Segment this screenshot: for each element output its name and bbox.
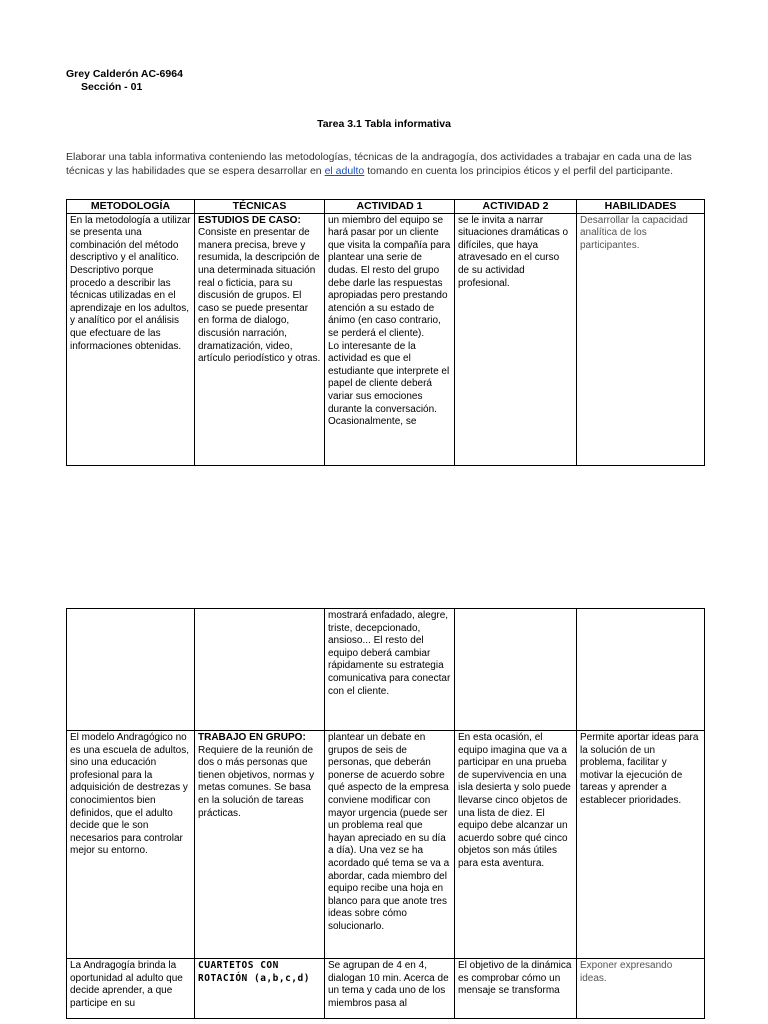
info-table-part-1 <box>66 199 705 466</box>
header-metodologia: METODOLOGÍA <box>67 200 195 214</box>
cell-actividad-2-empty <box>455 609 577 731</box>
intro-text-end: tomando en cuenta los principios éticos y el perfil del participante. <box>364 164 674 177</box>
cell-actividad-2: El objetivo de la dinámica es comprobar cómo un mensaje se transforma <box>455 959 577 1019</box>
intro-text-start: Elaborar una tabla informativa conteniendo las metodologías, técnicas de la andragogía, dos actividades a trabajar en cada una de las técnicas y las habilidades que se espera desarrollar en <box>66 151 692 177</box>
adult-link[interactable]: el adulto <box>324 164 365 177</box>
cell-metodologia: El modelo Andragógico no es una escuela de adultos, sino una educación profesional para la adquisición de destrezas y conocimientos bien definidos, que el adulto decide que le son necesarios para controlar mejor su entorno. <box>67 731 195 959</box>
table-row <box>67 609 705 731</box>
tecnica-description: Requiere de la reunión de dos o más personas que tienen objetivos, normas y metas comunes. Se basa en la solución de tareas prácticas. <box>198 744 315 819</box>
header-actividad-1: ACTIVIDAD 1 <box>325 200 455 214</box>
table-header-row <box>67 200 705 214</box>
cell-metodologia: En la metodología a utilizar se presenta una combinación del método descriptivo y el analítico. Descriptivo porque procedo a describir las técnicas utilizadas en el aprendizaje en los adultos, y analítico por el análisis que efectuare de las informaciones obtenidas. <box>67 213 195 465</box>
actividad-1-part-a: un miembro del equipo se hará pasar por un cliente que visita la compañía para plantear una serie de dudas. El resto del grupo debe darle las respuestas apropiadas pero prestando atención a su estado de ánimo (en caso contrario, se perderá el cliente). <box>328 214 451 339</box>
author-name: Grey Calderón AC-6964 <box>66 68 183 80</box>
cell-tecnica <box>195 213 325 465</box>
cell-metodologia-empty <box>67 609 195 731</box>
header-actividad-2: ACTIVIDAD 2 <box>455 200 577 214</box>
cell-habilidades: Permite aportar ideas para la solución de un problema, facilitar y motivar la ejecución de tareas y aprender a establecer prioridades. <box>577 731 705 959</box>
cell-actividad-1: Se agrupan de 4 en 4, dialogan 10 min. Acerca de un tema y cada uno de los miembros pasa al <box>325 959 455 1019</box>
cell-tecnica-empty <box>195 609 325 731</box>
author-block <box>66 68 183 94</box>
section-label: Sección - 01 <box>81 81 143 93</box>
cell-actividad-2: En esta ocasión, el equipo imagina que va a participar en una prueba de supervivencia en una isla desierta y solo puede llevarse cinco objetos de una lista de diez. El equipo debe alcanzar un acuerdo sobre qué cinco objetos son más útiles para esta aventura. <box>455 731 577 959</box>
cell-tecnica <box>195 959 325 1019</box>
cell-habilidades: Desarrollar la capacidad analítica de los participantes. <box>577 213 705 465</box>
cell-actividad-2: se le invita a narrar situaciones dramáticas o difíciles, que haya atravesado en el curso de su actividad profesional. <box>455 213 577 465</box>
header-habilidades: HABILIDADES <box>577 200 705 214</box>
cell-actividad-1: mostrará enfadado, alegre, triste, decepcionado, ansioso... El resto del equipo deberá cambiar rápidamente su estrategia comunicativa para conectar con el cliente. <box>325 609 455 731</box>
cell-tecnica <box>195 731 325 959</box>
tecnica-title: TRABAJO EN GRUPO: <box>198 732 306 743</box>
document-title: Tarea 3.1 Tabla informativa <box>317 118 451 130</box>
cell-actividad-1 <box>325 213 455 465</box>
header-tecnicas: TÉCNICAS <box>195 200 325 214</box>
cell-habilidades-empty <box>577 609 705 731</box>
cell-habilidades: Exponer expresando ideas. <box>577 959 705 1019</box>
tecnica-title: ESTUDIOS DE CASO: <box>198 214 301 226</box>
cell-actividad-1: plantear un debate en grupos de seis de personas, que deberán ponerse de acuerdo sobre qué aspecto de la empresa conviene modificar con mayor urgencia (puede ser un problema real que hayan apreciado en su día a día). Una vez se ha acordado qué tema se va a abordar, cada miembro del equipo recibe una hoja en blanco para que anote tres ideas sobre cómo solucionarlo. <box>325 731 455 959</box>
actividad-1-part-b: Lo interesante de la actividad es que el estudiante que interprete el papel de cliente deberá variar sus emociones durante la conversación. Ocasionalmente, se <box>328 340 450 428</box>
tecnica-description: Consiste en presentar de manera precisa, breve y resumida, la descripción de una determinada situación real o ficticia, para su discusión de grupos. El caso se puede presentar en forma de dialogo, discusión narración, dramatización, video, artículo periodístico y otras. <box>198 227 321 365</box>
intro-paragraph <box>66 151 706 178</box>
table-row <box>67 213 705 465</box>
table-row <box>67 959 705 1019</box>
info-table-part-2 <box>66 608 705 1019</box>
tecnica-title: CUARTETOS CON ROTACIÓN (a,b,c,d) <box>198 960 310 984</box>
cell-metodologia: La Andragogía brinda la oportunidad al adulto que decide aprender, a que participe en su <box>67 959 195 1019</box>
table-row <box>67 731 705 959</box>
